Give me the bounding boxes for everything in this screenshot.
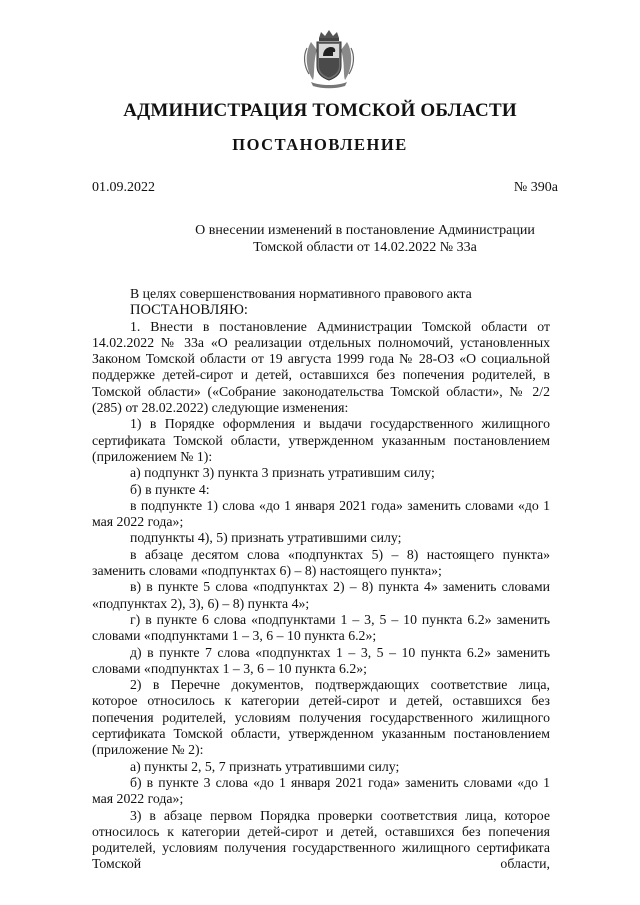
document-type: ПОСТАНОВЛЕНИЕ [232,135,408,154]
body-paragraph: в абзаце десятом слова «подпунктах 5) – 8) настоящего пункта» заменить словами «подпунктах 6) – 8) настоящего пункта»; [92,546,550,579]
document-date: 01.09.2022 [92,180,155,195]
decree-heading: ПОСТАНОВЛЯЮ: [130,302,248,319]
coat-of-arms-icon [301,28,357,90]
subject-line-2: Томской области от 14.02.2022 № 33а [253,239,477,255]
body-paragraph: в подпункте 1) слова «до 1 января 2021 года» заменить словами «до 1 мая 2022 года»; [92,497,550,530]
body-paragraph: 3) в абзаце первом Порядка проверки соответствия лица, которое относилось к категории детей-сирот и детей, оставшихся без попечения родителей, условиям получения государственного жилищного сертификата Томской области, [92,807,550,872]
body-paragraph: в) в пункте 5 слова «подпунктах 2) – 8) пункта 4» заменить словами «подпунктах 2), 3), 6) – 8) пункта 4»; [92,579,550,611]
document-body [92,286,550,873]
body-paragraph: 1) в Порядке оформления и выдачи государственного жилищного сертификата Томской области, утвержденном указанным постановлением (приложением № 1): [92,416,550,464]
body-paragraph: В целях совершенствования нормативного правового акта [130,286,472,301]
body-paragraph: а) пункты 2, 5, 7 признать утратившими силу; [130,758,400,774]
body-paragraph: 2) в Перечне документов, подтверждающих соответствие лица, которое относилось к категории детей-сирот и детей, оставшихся без попечения родителей, условиям получения государственного жилищного сертификата Томской области, утвержденном указанным постановлением (приложение № 2): [92,677,550,758]
body-paragraph: г) в пункте 6 слова «подпунктами 1 – 3, 5 – 10 пункта 6.2» заменить словами «подпунктами 1 – 3, 6 – 10 пункта 6.2»; [92,611,550,644]
body-paragraph: б) в пункте 3 слова «до 1 января 2021 года» заменить словами «до 1 мая 2022 года»; [92,774,550,807]
body-paragraph: б) в пункте 4: [130,481,210,497]
organization-title: АДМИНИСТРАЦИЯ ТОМСКОЙ ОБЛАСТИ [123,100,517,121]
body-paragraph: д) в пункте 7 слова «подпунктах 1 – 3, 5 – 10 пункта 6.2» заменить словами «подпунктах 1 – 3, 6 – 10 пункта 6.2»; [92,644,550,676]
document-subject [190,223,540,256]
document-number: № 390а [513,180,558,195]
body-paragraph: 1. Внести в постановление Администрации Томской области от 14.02.2022 № 33а «О реализации отдельных полномочий, установленных Законом Томской области от 19 августа 1999 года № 28-ОЗ «О социальной поддержке детей-сирот и детей, оставшихся без попечения родителей, в Томской области» («Собрание законодательства Томской области», № 2/2 (285) от 28.02.2022) следующие изменения: [92,318,550,416]
body-paragraph: а) подпункт 3) пункта 3 признать утратившим силу; [130,465,435,481]
body-paragraph: подпункты 4), 5) признать утратившими силу; [130,530,402,546]
subject-line-1: О внесении изменений в постановление Администрации [195,223,535,238]
